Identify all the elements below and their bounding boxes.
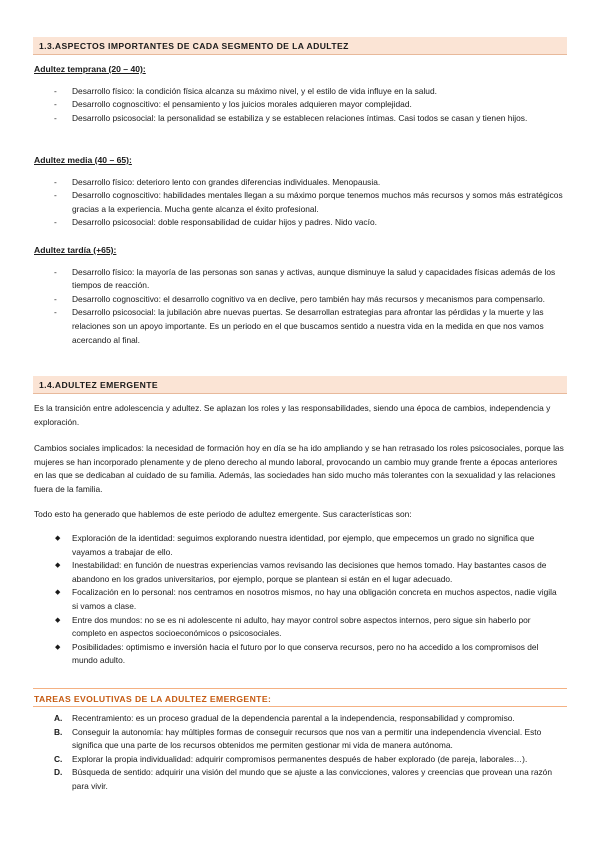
list-item: - Desarrollo psicosocial: la jubilación abre nuevas puertas. Se desarrollan estrategias para afrontar las pérdidas y la muerte y las relaciones son un apoyo importante. Es un periodo en el que buscamos sentido a nuestra vida en la medida en que nos vamos acercando al final.: [34, 306, 564, 347]
list-item: - Desarrollo físico: la mayoría de las personas son sanas y activas, aunque disminuye la salud y capacidades físicas además de los tiempos de reacción.: [34, 266, 564, 293]
list-item: - Desarrollo físico: la condición física alcanza su máximo nivel, y el estilo de vida influye en la salud.: [34, 85, 564, 99]
bullet-list: [34, 85, 564, 126]
item-letter: B.: [54, 726, 63, 737]
group-heading: Adultez temprana (20 – 40):: [34, 64, 146, 74]
list-item: - Desarrollo psicosocial: doble responsabilidad de cuidar hijos y padres. Nido vacío.: [34, 216, 564, 230]
list-item: [34, 726, 564, 753]
list-item: [34, 766, 564, 793]
list-item: - Desarrollo cognoscitivo: habilidades mentales llegan a su máximo porque tenemos muchos más recursos y somos más estratégicos gracias a la experiencia. Mucha gente alcanza el éxito profesional.: [34, 189, 564, 216]
intro-paragraph: Es la transición entre adolescencia y adultez. Se aplazan los roles y las responsabilidades, siendo una época de cambios, independencia y exploración.: [34, 403, 551, 427]
list-item: - Desarrollo cognoscitivo: el desarrollo cognitivo va en declive, pero también hay más recursos y mecanismos para compensarlo.: [34, 293, 564, 307]
item-text: Búsqueda de sentido: adquirir una visión del mundo que se ajuste a las convicciones, valores y creencias que provean una razón para vivir.: [72, 767, 553, 791]
tasks-block: [34, 712, 564, 794]
divider: [33, 706, 567, 707]
list-item: - Desarrollo cognoscitivo: el pensamiento y los juicios morales adquieren mayor complejidad.: [34, 98, 564, 112]
features-list: [34, 532, 564, 668]
changes-paragraph: Cambios sociales implicados: la necesidad de formación hoy en día se ha ido ampliando y se han retrasado los roles psicosociales, porque las mujeres se han incorporado plenamente y de pleno derecho al mundo laboral, provocando un cambio muy grande frente a épocas anteriores en las que se dedicaban al cuidado de su familia. Además, las sociedades han sido mucho más tolerantes con la sexualidad y las relaciones fuera de la familia.: [34, 443, 564, 494]
group-adultez-media: [34, 154, 564, 230]
tasks-title: TAREAS EVOLUTIVAS DE LA ADULTEZ EMERGENTE:: [34, 694, 272, 704]
list-item: ◆ Focalización en lo personal: nos centramos en nosotros mismos, no hay una obligación concreta en muchos aspectos, nadie vigila si vamos a clase.: [34, 586, 564, 613]
bullet-list: [34, 266, 564, 348]
group-heading: Adultez tardía (+65):: [34, 245, 117, 255]
tasks-list: [34, 712, 564, 794]
list-item: ◆ Inestabilidad: en función de nuestras experiencias vamos revisando las decisiones que hemos tomado. Hay bastantes casos de abandono en los grados universitarios, por ejemplo, porque se plantean si están en el lugar adecuado.: [34, 559, 564, 586]
section-changes: [34, 442, 564, 496]
item-text: Explorar la propia individualidad: adquirir compromisos permanentes después de haber explorado (de pareja, laborales…).: [72, 753, 528, 764]
bullet-list: [34, 176, 564, 230]
list-item: ◆ Entre dos mundos: no se es ni adolescente ni adulto, hay mayor control sobre aspectos internos, pero sigue sin haberlo por completo en aspectos socioeconómicos o psicosociales.: [34, 614, 564, 641]
section-title: 1.4.ADULTEZ EMERGENTE: [39, 380, 159, 390]
item-letter: A.: [54, 713, 63, 723]
section-lead: [34, 508, 564, 522]
item-text: Conseguir la autonomía: hay múltiples formas de conseguir recursos que nos van a permitir una independencia vivencial. Esto significa que una parte de los recursos obtenidos me permiten gestionar mi vida de manera autónoma.: [72, 726, 542, 751]
lead-paragraph: Todo esto ha generado que hablemos de este periodo de adultez emergente. Sus características son:: [34, 509, 412, 519]
section-heading-1-4: [33, 376, 567, 394]
section-heading-1-3: [33, 37, 567, 55]
list-item: ◆ Posibilidades: optimismo e inversión hacia el futuro por lo que conserva recursos, pero no ha accedido a los compromisos del mundo adulto.: [34, 641, 564, 668]
list-item: [34, 712, 564, 726]
section-title: 1.3.ASPECTOS IMPORTANTES DE CADA SEGMENTO DE LA ADULTEZ: [39, 41, 349, 51]
list-item: - Desarrollo físico: deterioro lento con grandes diferencias individuales. Menopausia.: [34, 176, 564, 190]
features-block: [34, 532, 564, 668]
item-letter: D.: [54, 767, 63, 778]
section-intro: [34, 402, 564, 429]
list-item: [34, 753, 564, 767]
item-text: Recentramiento: es un proceso gradual de la dependencia parental a la independencia, responsabilidad y compromiso.: [72, 713, 515, 723]
group-adultez-tardia: [34, 244, 564, 347]
list-item: - Desarrollo psicosocial: la personalidad se estabiliza y se establecen relaciones íntimas. Casi todos se casan y tienen hijos.: [34, 112, 564, 126]
item-letter: C.: [54, 753, 63, 764]
group-adultez-temprana: [34, 63, 564, 125]
group-heading: Adultez media (40 – 65):: [34, 155, 132, 165]
list-item: ◆ Exploración de la identidad: seguimos explorando nuestra identidad, por ejemplo, que empecemos un grado no significa que vayamos a trabajar de ello.: [34, 532, 564, 559]
divider: [33, 688, 567, 689]
